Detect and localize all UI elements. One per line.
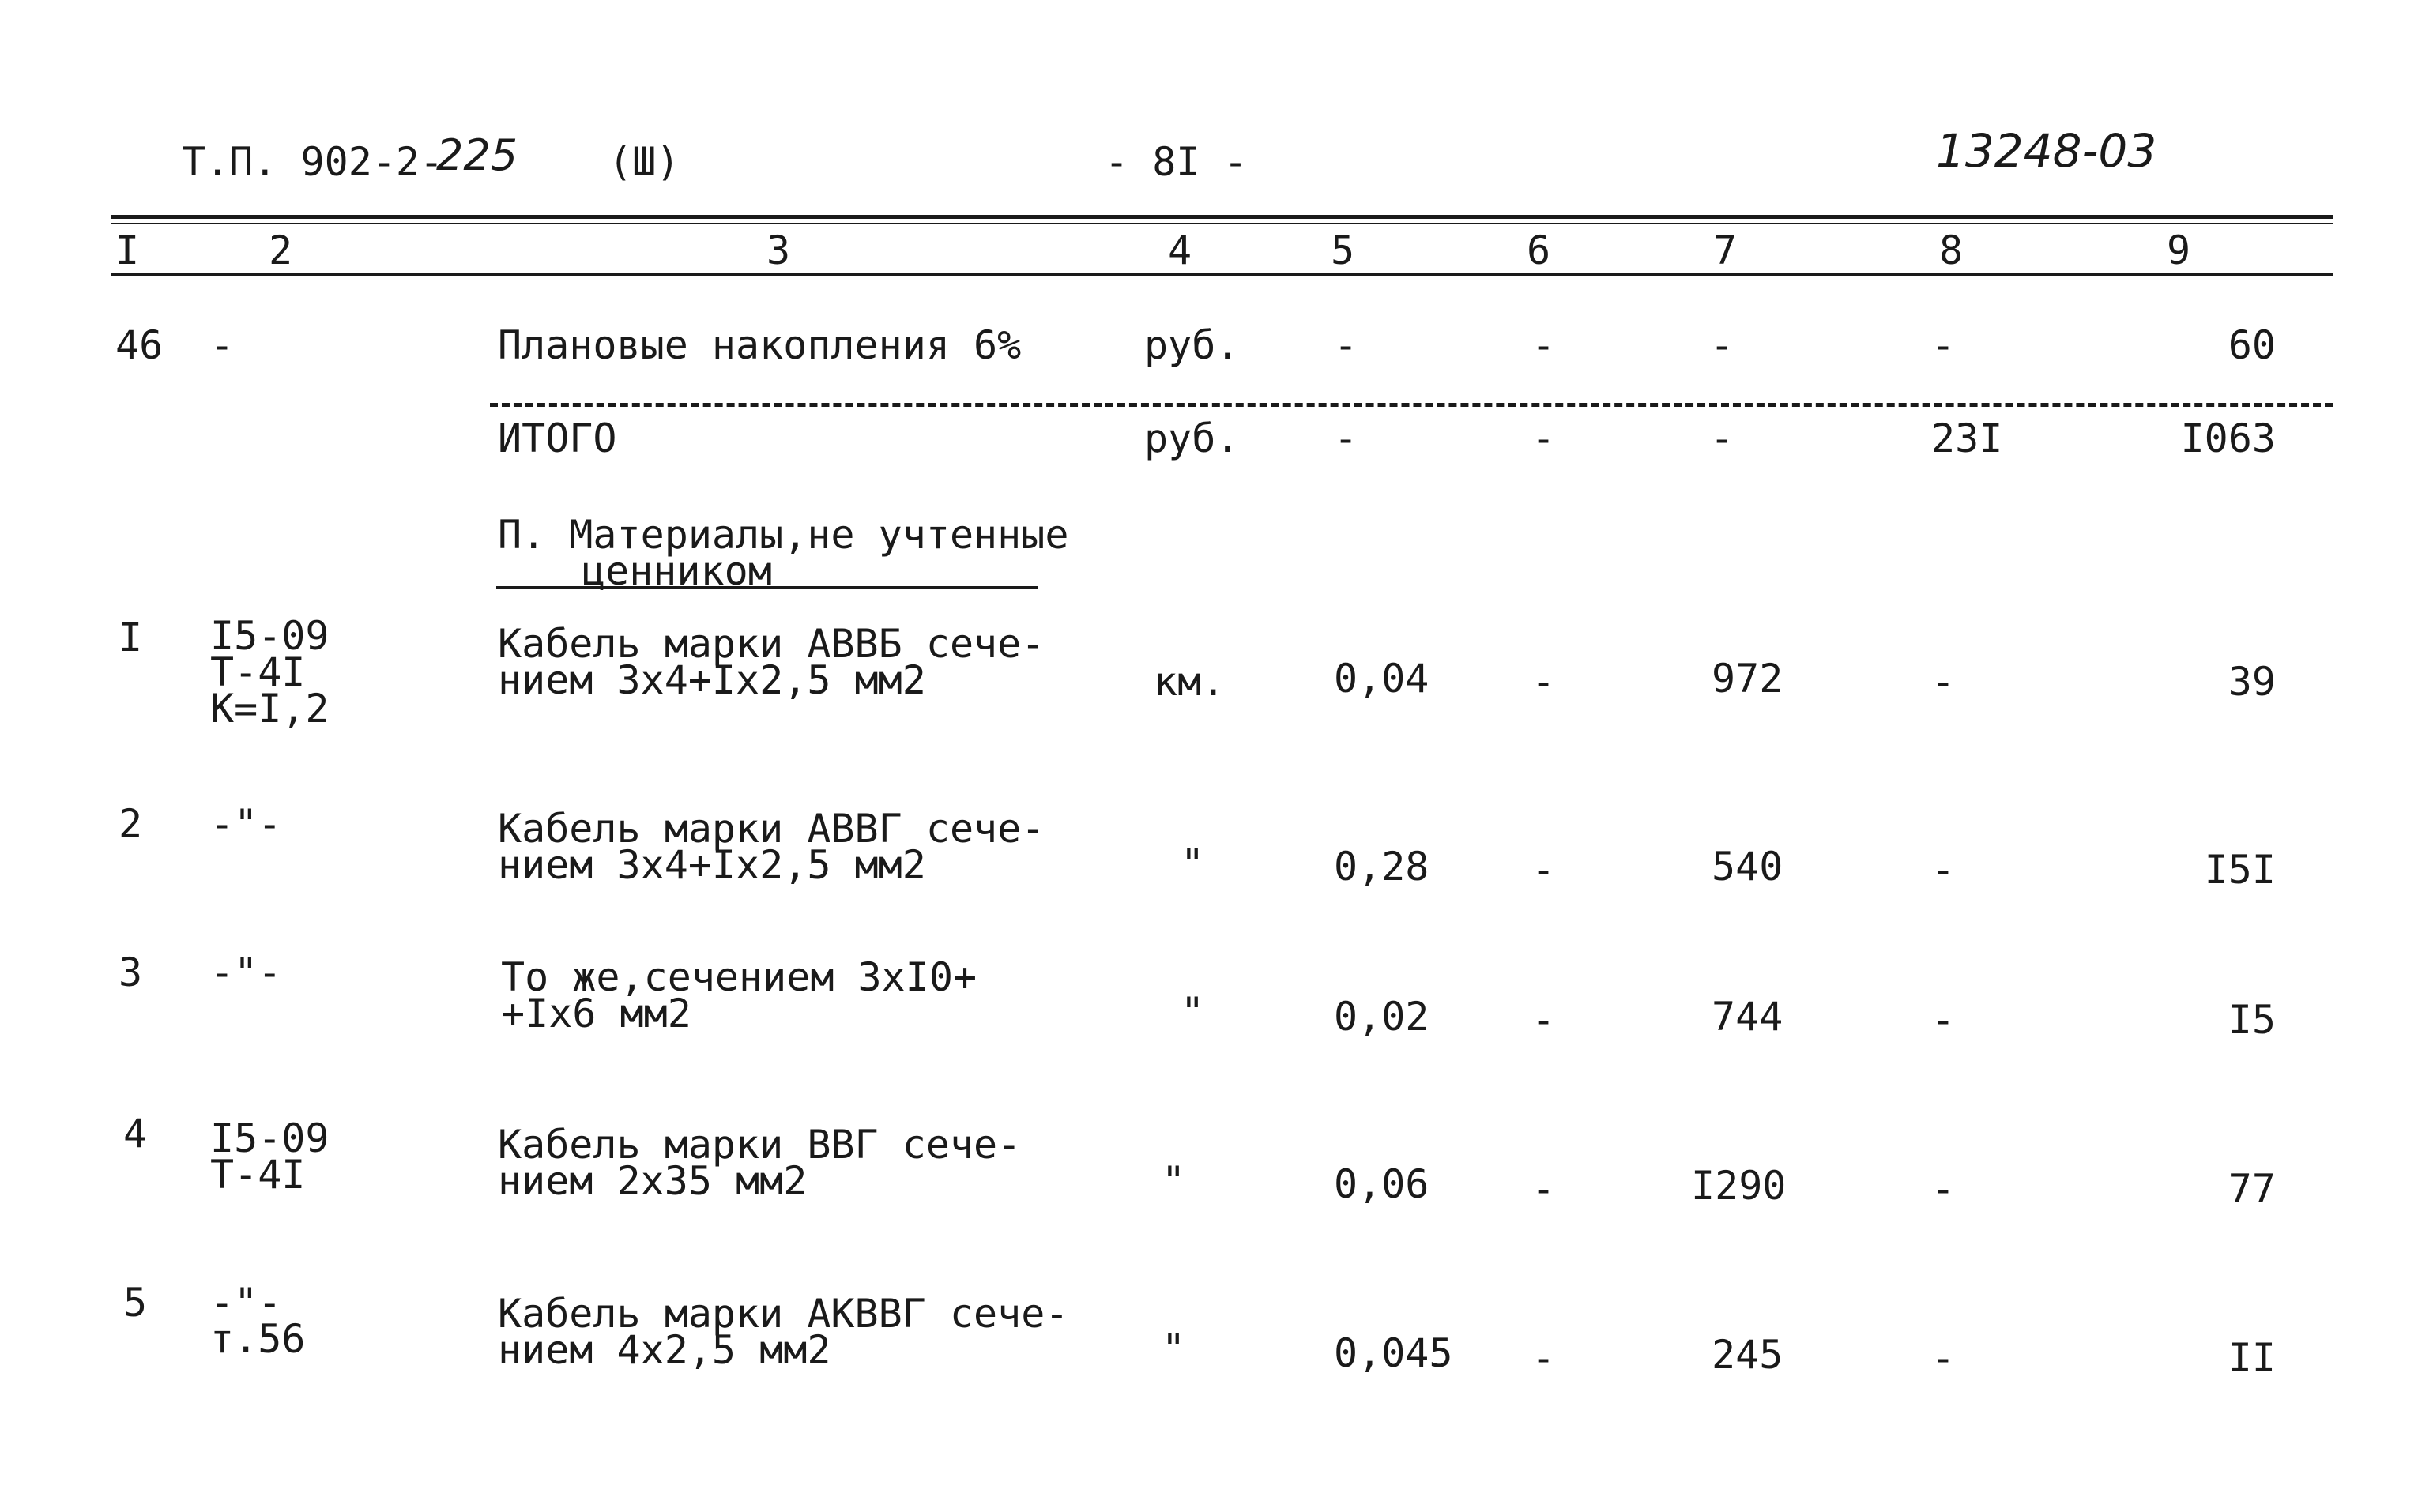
cell-col6: - bbox=[1531, 416, 1556, 461]
column-header: 8 bbox=[1939, 228, 1964, 273]
cell-price: - bbox=[1710, 416, 1734, 461]
cell-quantity: - bbox=[1334, 416, 1358, 461]
dashed-separator bbox=[490, 403, 2333, 407]
table-header-bottom-rule bbox=[111, 273, 2333, 276]
cell-description-cont: нием 2х35 мм2 bbox=[498, 1158, 808, 1204]
column-header: 5 bbox=[1331, 228, 1355, 273]
cell-description-cont: +Iх6 мм2 bbox=[501, 991, 691, 1036]
cell-price: 972 bbox=[1712, 656, 1783, 701]
cell-description: Кабель марки АКВВГ сече- bbox=[498, 1291, 1069, 1337]
table-top-rule bbox=[111, 215, 2333, 219]
cell-position: 3 bbox=[119, 950, 143, 995]
cell-position: 4 bbox=[123, 1111, 148, 1157]
section-heading-line2: ценником bbox=[582, 548, 772, 594]
page-number: - 8I - bbox=[1105, 139, 1248, 185]
section-heading-line1: П. Материалы,не учтенные bbox=[498, 512, 1069, 558]
table-top-rule-thin bbox=[111, 223, 2333, 224]
cell-code: - bbox=[210, 322, 235, 368]
cell-description: Кабель марки ВВГ сече- bbox=[498, 1122, 1022, 1168]
cell-col6: - bbox=[1531, 1335, 1556, 1381]
cell-quantity: 0,04 bbox=[1334, 656, 1429, 701]
cell-col8: - bbox=[1931, 322, 1956, 368]
cell-col6: - bbox=[1531, 322, 1556, 368]
cell-total: I5I bbox=[2204, 847, 2276, 893]
cell-code: -"- bbox=[210, 801, 282, 847]
cell-code: I5-09 Т-4I bbox=[210, 1115, 330, 1198]
stamp-number-handwritten: 13248-03 bbox=[1936, 124, 2157, 178]
cell-col8: - bbox=[1931, 1166, 1956, 1212]
cell-total: I5 bbox=[2228, 997, 2276, 1043]
column-header: 7 bbox=[1713, 228, 1738, 273]
doc-prefix: Т.П. 902-2- bbox=[182, 139, 444, 185]
cell-quantity: 0,06 bbox=[1334, 1161, 1429, 1207]
cell-quantity: 0,045 bbox=[1334, 1330, 1453, 1376]
cell-code: -"- т.56 bbox=[210, 1280, 306, 1362]
cell-code: -"- bbox=[210, 950, 282, 995]
volume-label: (Ш) bbox=[608, 139, 680, 185]
cell-total: 39 bbox=[2228, 659, 2276, 705]
cell-col8: - bbox=[1931, 659, 1956, 705]
cell-code: I5-09 Т-4I К=I,2 bbox=[210, 613, 330, 732]
cell-unit: руб. bbox=[1144, 416, 1240, 461]
cell-total: 60 bbox=[2228, 322, 2276, 368]
cell-quantity: - bbox=[1334, 322, 1358, 368]
cell-total: 77 bbox=[2228, 1166, 2276, 1212]
cell-description-cont: нием 3х4+Iх2,5 мм2 bbox=[498, 657, 926, 703]
cell-description: То же,сечением 3хI0+ bbox=[501, 954, 977, 1000]
cell-price: - bbox=[1710, 322, 1734, 368]
cell-col6: - bbox=[1531, 1166, 1556, 1212]
cell-position: 46 bbox=[115, 322, 164, 368]
cell-col8: - bbox=[1931, 847, 1956, 893]
cell-position: I bbox=[119, 615, 143, 660]
cell-description-cont: нием 4х2,5 мм2 bbox=[498, 1327, 831, 1373]
cell-unit: " bbox=[1162, 1158, 1186, 1204]
cell-description: Кабель марки АВВГ сече- bbox=[498, 806, 1045, 852]
cell-quantity: 0,02 bbox=[1334, 994, 1429, 1040]
cell-total: I063 bbox=[2180, 416, 2276, 461]
column-header: 3 bbox=[766, 228, 791, 273]
cell-col6: - bbox=[1531, 997, 1556, 1043]
cell-col8: 23I bbox=[1931, 416, 2003, 461]
cell-col8: - bbox=[1931, 1335, 1956, 1381]
cell-unit: км. bbox=[1154, 659, 1226, 705]
cell-description: Плановые накопления 6% bbox=[498, 322, 1022, 368]
cell-price: 540 bbox=[1712, 844, 1783, 890]
cell-col6: - bbox=[1531, 847, 1556, 893]
cell-description: Кабель марки АВВБ сече- bbox=[498, 621, 1045, 667]
cell-position: 2 bbox=[119, 801, 143, 847]
doc-number-handwritten: 225 bbox=[436, 130, 518, 180]
cell-description: ИТОГО bbox=[498, 416, 617, 461]
cell-col8: - bbox=[1931, 997, 1956, 1043]
column-header: 6 bbox=[1527, 228, 1551, 273]
column-header: 9 bbox=[2167, 228, 2191, 273]
cell-unit: руб. bbox=[1144, 322, 1240, 368]
cell-price: I290 bbox=[1691, 1163, 1787, 1209]
cell-unit: " bbox=[1181, 841, 1205, 886]
cell-unit: " bbox=[1181, 989, 1205, 1035]
column-header: I bbox=[115, 228, 140, 273]
section-underline bbox=[496, 586, 1038, 589]
cell-col6: - bbox=[1531, 659, 1556, 705]
column-header: 2 bbox=[269, 228, 293, 273]
column-header: 4 bbox=[1168, 228, 1192, 273]
cell-price: 744 bbox=[1712, 994, 1783, 1040]
cell-quantity: 0,28 bbox=[1334, 844, 1429, 890]
cell-unit: " bbox=[1162, 1326, 1186, 1371]
cell-price: 245 bbox=[1712, 1332, 1783, 1378]
cell-position: 5 bbox=[123, 1280, 148, 1326]
cell-total: II bbox=[2228, 1335, 2276, 1381]
cell-description-cont: нием 3х4+Iх2,5 мм2 bbox=[498, 842, 926, 888]
